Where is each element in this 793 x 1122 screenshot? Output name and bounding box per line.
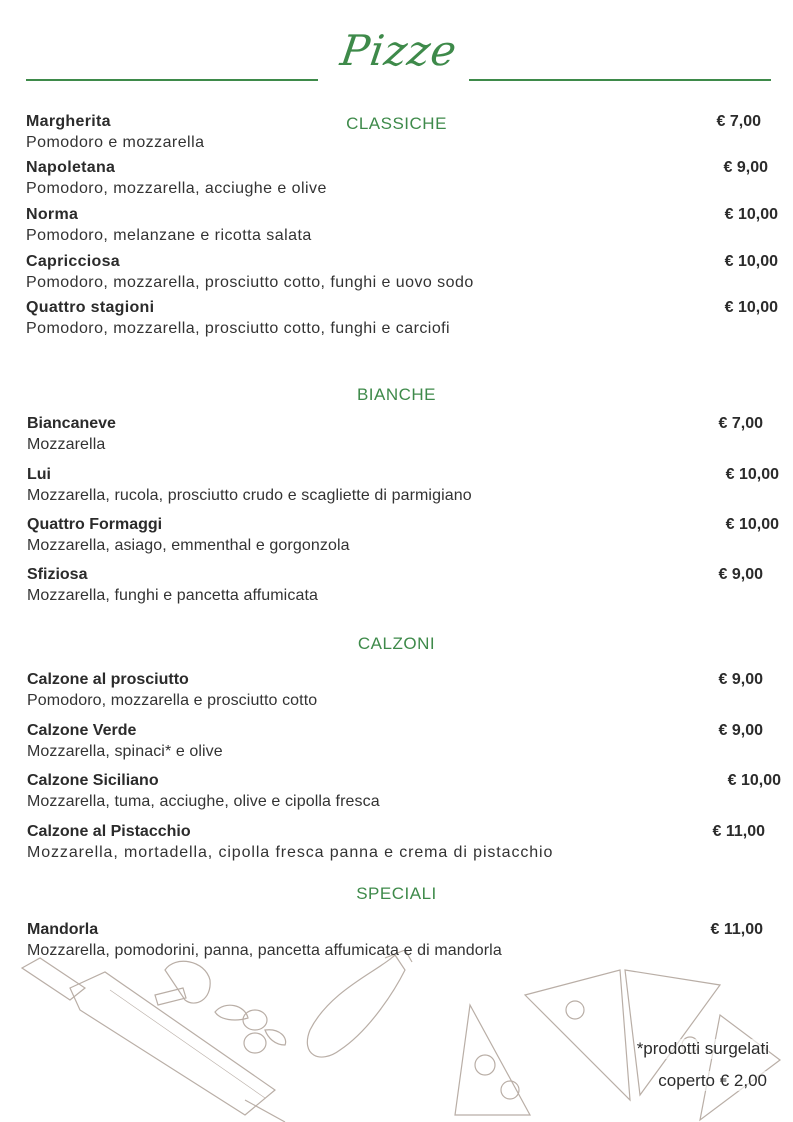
item-name: Calzone Verde	[27, 722, 137, 739]
item-price: € 10,00	[724, 299, 778, 316]
item-price: € 9,00	[718, 722, 763, 739]
item-description: Mozzarella, asiago, emmenthal e gorgonzola	[27, 537, 350, 554]
header-rule-right	[469, 79, 771, 81]
section-title-calzoni: CALZONI	[357, 634, 436, 653]
item-name: Calzone al Pistacchio	[27, 823, 191, 840]
item-price: € 9,00	[718, 671, 763, 688]
item-name: Mandorla	[27, 921, 99, 938]
item-name: Biancaneve	[27, 415, 116, 432]
item-price: € 7,00	[718, 415, 763, 432]
item-description: Mozzarella, spinaci* e olive	[27, 743, 223, 760]
item-name: Calzone Siciliano	[27, 772, 159, 789]
item-description: Pomodoro, mozzarella, prosciutto cotto, funghi e carciofi	[26, 320, 451, 337]
item-price: € 10,00	[727, 772, 781, 789]
item-name: Quattro Formaggi	[27, 516, 163, 533]
menu-item	[26, 111, 778, 153]
section-title-classiche: CLASSICHE	[346, 114, 447, 133]
illustrations	[0, 950, 793, 1122]
item-price: € 10,00	[724, 206, 778, 223]
item-description: Pomodoro, melanzane e ricotta salata	[26, 227, 312, 244]
menu-item	[27, 464, 779, 506]
item-name: Norma	[26, 206, 79, 223]
item-price: € 7,00	[716, 113, 761, 130]
item-price: € 9,00	[718, 566, 763, 583]
menu-item	[27, 669, 779, 711]
item-description: Pomodoro, mozzarella, prosciutto cotto, funghi e uovo sodo	[26, 274, 474, 291]
item-name: Margherita	[26, 113, 111, 130]
header-rule-left	[26, 79, 318, 81]
item-name: Napoletana	[26, 159, 116, 176]
item-description: Mozzarella, mortadella, cipolla fresca panna e crema di pistacchio	[27, 844, 554, 861]
menu-item	[27, 413, 779, 455]
item-description: Pomodoro, mozzarella, acciughe e olive	[26, 180, 327, 197]
item-name: Sfiziosa	[27, 566, 88, 583]
cover-charge: coperto € 2,00	[658, 1071, 767, 1090]
item-price: € 10,00	[725, 466, 779, 483]
menu-item	[27, 821, 779, 863]
item-description: Pomodoro e mozzarella	[26, 134, 205, 151]
item-price: € 11,00	[710, 921, 763, 938]
page-header	[0, 22, 793, 102]
page-title: Pizze	[337, 26, 461, 75]
menu-item	[26, 297, 778, 339]
section-title-bianche: BIANCHE	[356, 385, 437, 404]
item-name: Quattro stagioni	[26, 299, 155, 316]
item-description: Mozzarella, rucola, prosciutto crudo e scagliette di parmigiano	[27, 487, 472, 504]
menu-item	[27, 770, 779, 812]
menu-item	[27, 720, 779, 762]
menu-item	[27, 514, 779, 556]
menu-item	[27, 919, 779, 961]
rolling-pin-icon	[22, 958, 285, 1122]
item-description: Mozzarella, funghi e pancetta affumicata	[27, 587, 318, 604]
section-title-speciali: SPECIALI	[356, 884, 437, 903]
mushroom-icon	[155, 961, 210, 1005]
item-price: € 9,00	[723, 159, 768, 176]
item-price: € 11,00	[712, 823, 765, 840]
menu-item	[27, 564, 779, 606]
item-name: Lui	[27, 466, 51, 483]
menu-item	[26, 251, 778, 293]
menu-item	[26, 204, 778, 246]
item-description: Pomodoro, mozzarella e prosciutto cotto	[27, 692, 318, 709]
eggplant-icon	[307, 950, 412, 1057]
item-price: € 10,00	[724, 253, 778, 270]
item-price: € 10,00	[725, 516, 779, 533]
olives-basil-icon	[215, 1005, 286, 1053]
item-description: Mozzarella, pomodorini, panna, pancetta affumicata e di mandorla	[27, 942, 502, 959]
item-name: Capricciosa	[26, 253, 121, 270]
menu-item	[26, 157, 778, 199]
frozen-products-note: *prodotti surgelati	[636, 1039, 769, 1058]
item-description: Mozzarella	[27, 436, 106, 453]
item-name: Calzone al prosciutto	[27, 671, 189, 688]
item-description: Mozzarella, tuma, acciughe, olive e cipolla fresca	[27, 793, 380, 810]
